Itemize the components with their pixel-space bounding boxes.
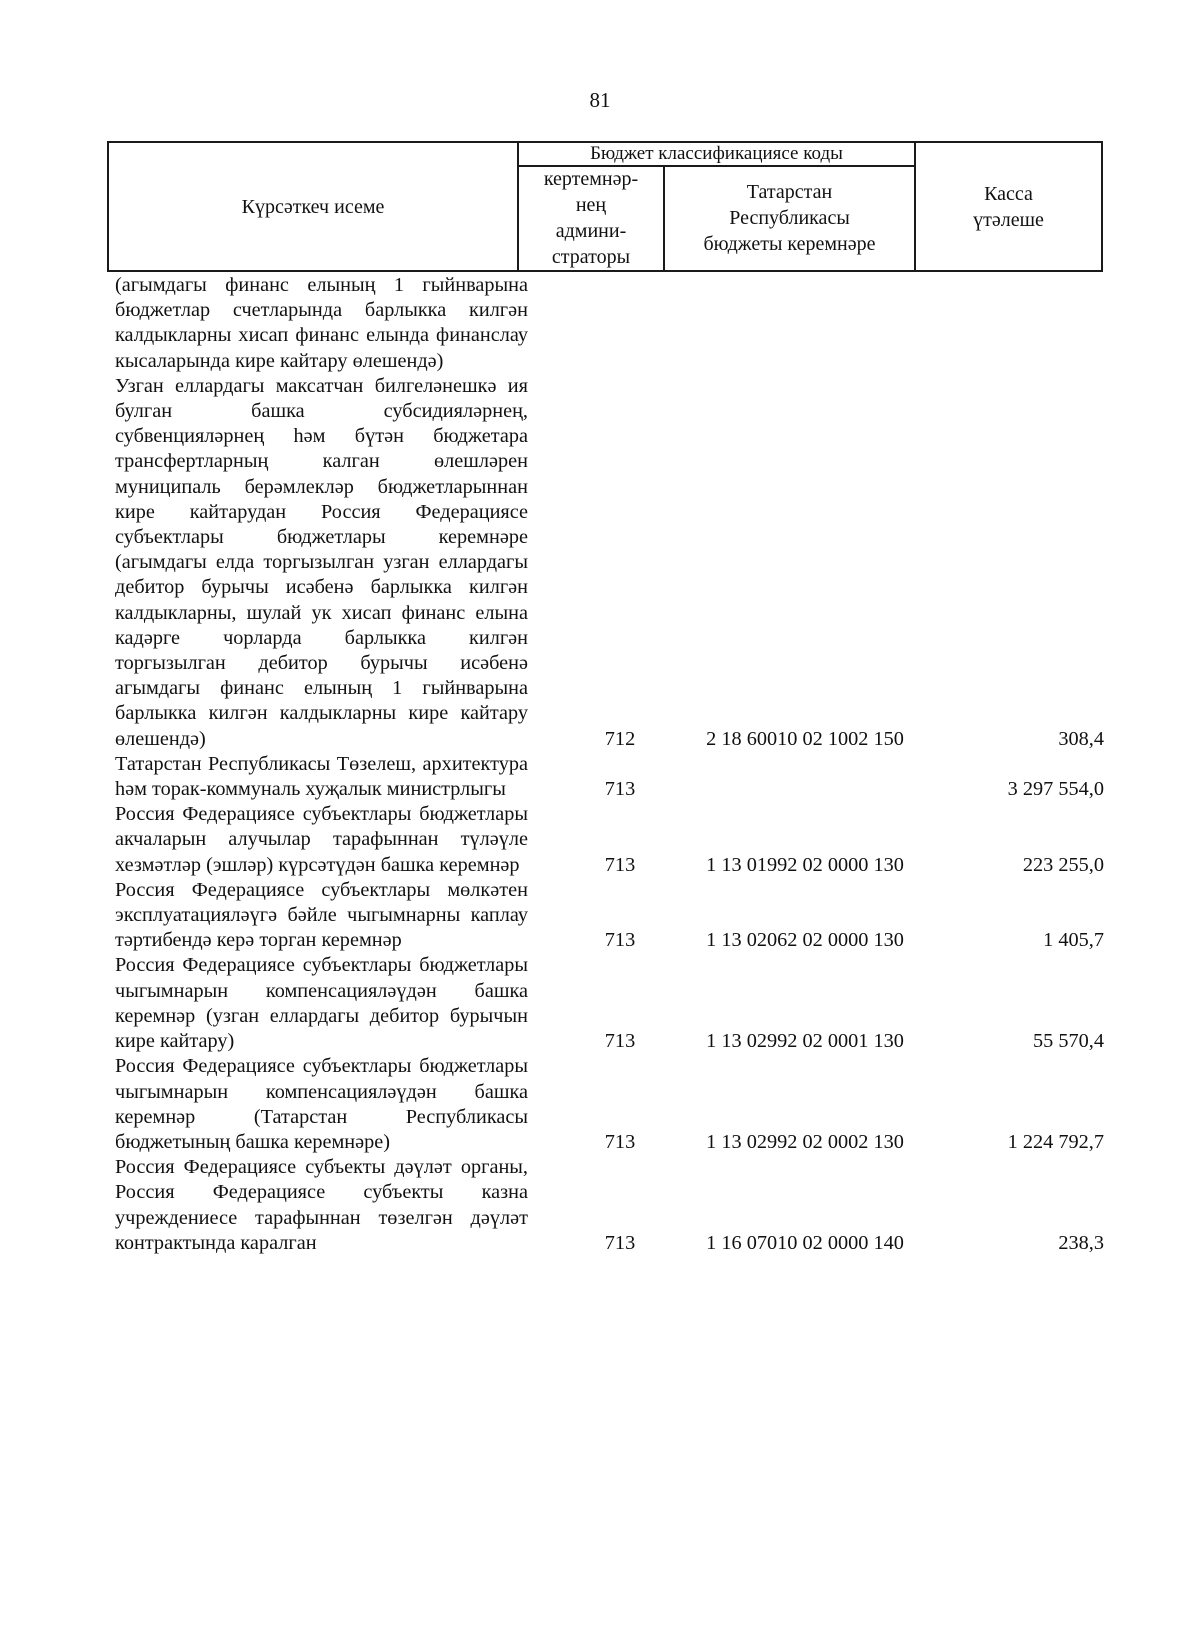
indicator-name: Узган еллардагы максатчан билгеләнешкә ия булган башка субсидияләрнең, субвенцияләрнең һәм бүтән бюджетара трансфертларның калган өлешләрен муниципаль берәмлекләр бюджетларыннан кире кайтарудан Россия Федерациясе субъектлары бюджетлары керемнәре (агымдагы елда торгызылган узган еллардагы дебитор бурычы исәбенә барлыкка килгән калдыкларны, шулай ук хисап финанс елына кадәрге чорларда барлыкка килгән торгызылган дебитор бурычы исәбенә агымдагы финанс елының 1 гыйнварына барлыкка килгән калдыкларны кире кайтару өлешендә) xyxy=(115,374,529,750)
indicator-name: Татарстан Республикасы Төзелеш, архитектура һәм торак-коммуналь хуҗалык министрлыгы xyxy=(115,752,528,801)
cash-amount: 3 297 554,0 xyxy=(1007,778,1104,801)
budget-code: 2 18 60010 02 1002 150 xyxy=(706,727,904,750)
budget-code: 1 13 01992 02 0000 130 xyxy=(706,853,904,876)
cash-amount: 1 405,7 xyxy=(1043,929,1104,952)
column-header-administrators: кертемнәр- нең админи- страторы xyxy=(543,168,639,268)
column-header-tatarstan-revenue: Татарстан Республикасы бюджеты керемнәре xyxy=(703,181,876,255)
indicator-name: Россия Федерациясе субъектлары бюджетлары чыгымнарын компенсацияләүдән башка керемнәр (Татарстан Республикасы бюджетының башка керемнәре) xyxy=(115,1055,528,1153)
table-row xyxy=(115,802,1115,878)
table-body xyxy=(115,273,1115,1256)
admin-code: 713 xyxy=(604,853,636,876)
table-row xyxy=(115,752,1115,802)
page-number: 81 xyxy=(589,88,611,112)
table-row xyxy=(115,374,1115,752)
indicator-name: Россия Федерациясе субъекты дәүләт органы, Россия Федерациясе субъекты казна учреждениесе тарафыннан төзелгән дәүләт контрактында каралган xyxy=(115,1156,528,1254)
table-row xyxy=(115,953,1115,1054)
cash-amount: 238,3 xyxy=(1058,1231,1104,1254)
indicator-name: Россия Федерациясе субъектлары бюджетлары акчаларын алучылар тарафыннан түләүле хезмәтләр (эшләр) күрсәтүдән башка керемнәр xyxy=(115,803,529,876)
cash-amount: 55 570,4 xyxy=(1033,1030,1104,1053)
table-row xyxy=(115,1155,1115,1256)
table-row xyxy=(115,878,1115,954)
admin-code: 712 xyxy=(604,727,636,750)
admin-code: 713 xyxy=(604,929,636,952)
column-header-cash-execution: Касса үтәлеше xyxy=(973,182,1044,231)
table-row xyxy=(115,273,1115,374)
indicator-name: (агымдагы финанс елының 1 гыйнварына бюджетлар счетларында барлыкка килгән калдыкларны хисап финанс елында финанслау кысаларында кире кайтару өлешендә) xyxy=(115,274,529,372)
admin-code: 713 xyxy=(604,778,636,801)
indicator-name: Россия Федерациясе субъектлары мөлкәтен эксплуатацияләүгә бәйле чыгымнарны каплау тәртибендә керә торган керемнәр xyxy=(115,878,528,952)
column-header-budget-class-code: Бюджет классификациясе коды xyxy=(590,143,843,164)
budget-code: 1 16 07010 02 0000 140 xyxy=(706,1231,904,1254)
admin-code: 713 xyxy=(604,1231,636,1254)
budget-code: 1 13 02992 02 0002 130 xyxy=(706,1130,904,1153)
budget-code: 1 13 02992 02 0001 130 xyxy=(706,1030,904,1053)
admin-code: 713 xyxy=(604,1030,636,1053)
budget-code: 1 13 02062 02 0000 130 xyxy=(706,929,904,952)
indicator-name: Россия Федерациясе субъектлары бюджетлары чыгымнарын компенсацияләүдән башка керемнәр (узган еллардагы дебитор бурычын кире кайтару) xyxy=(115,954,528,1053)
cash-amount: 308,4 xyxy=(1058,727,1104,750)
cash-amount: 1 224 792,7 xyxy=(1007,1130,1104,1153)
table-row xyxy=(115,1054,1115,1155)
cash-amount: 223 255,0 xyxy=(1022,853,1104,876)
admin-code: 713 xyxy=(604,1130,636,1153)
column-header-indicator-name: Күрсәткеч исеме xyxy=(241,195,385,218)
table-header xyxy=(107,141,1103,272)
